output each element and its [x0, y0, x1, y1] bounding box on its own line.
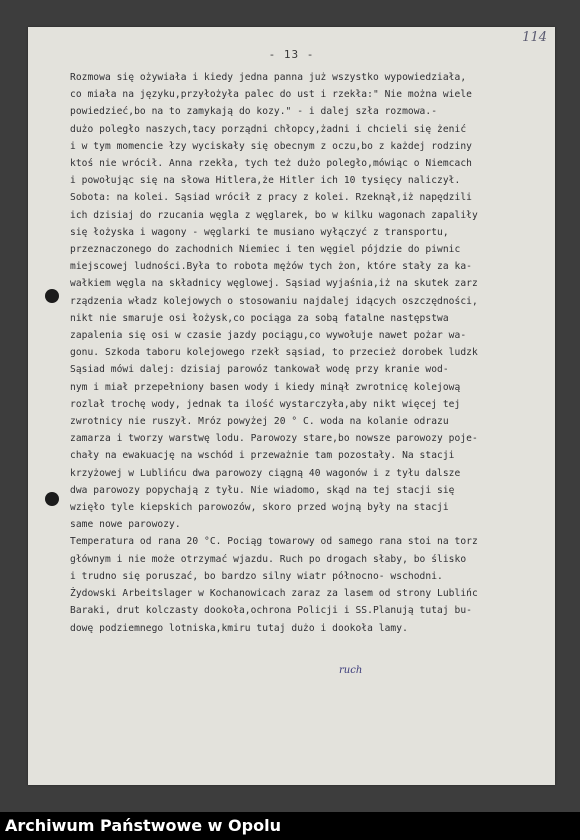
text-line: i trudno się poruszać, bo bardzo silny wiatr północno- wschodni.	[70, 570, 443, 582]
text-line: ich dzisiaj do rzucania węgla z węglarek, bo w kilku wagonach zapaliły	[70, 209, 478, 221]
text-line: dużo poległo naszych,tacy porządni chłopcy,żadni i chcieli się żenić	[70, 123, 467, 135]
text-line: Temperatura od rana 20 °C. Pociąg towarowy od samego rana stoi na torz	[70, 536, 478, 548]
text-line: Rozmowa się ożywiała i kiedy jedna panna już wszystko wypowiedziała,	[70, 72, 467, 83]
text-line: wzięło tyle kiepskich parowozów, skoro przed wojną były na stacji	[70, 502, 449, 514]
text-line: przeznaczonego do zachodnich Niemiec i ten węgiel pójdzie do piwnic	[70, 244, 461, 256]
text-line: się łożyska i wagony - węglarki te musiano wyłączyć z transportu,	[70, 226, 449, 238]
text-line: głównym i nie może otrzymać wjazdu. Ruch po drogach słaby, bo ślisko	[70, 553, 467, 565]
text-line: rządzenia władz kolejowych o stosowaniu najdalej idących oszczędności,	[70, 295, 478, 307]
text-line: zapalenia się osi w czasie jazdy pociągu,co wywołuje nawet pożar wa-	[70, 330, 467, 342]
document-page	[28, 27, 555, 785]
text-line: powiedzieć,bo na to zamykają do kozy." - i dalej szła rozmowa.-	[70, 106, 438, 118]
text-line: krzyżowej w Lublińcu dwa parowozy ciągną 40 wagonów i z tyłu dalsze	[70, 467, 461, 479]
text-line: Żydowski Arbeitslager w Kochanowicach zaraz za lasem od strony Lublińc	[70, 588, 478, 600]
archive-name: Archiwum Państwowe w Opolu	[5, 816, 281, 835]
text-line: dwa parowozy popychają z tyłu. Nie wiadomo, skąd na tej stacji się	[70, 484, 455, 496]
punch-hole-bottom	[45, 492, 59, 506]
text-line: ktoś nie wrócił. Anna rzekła, tych też dużo poległo,mówiąc o Niemcach	[70, 158, 472, 170]
typewritten-text	[70, 69, 550, 637]
text-line: rozlał trochę wody, jednak ta ilość wystarczyła,aby nikt więcej tej	[70, 398, 461, 410]
archive-footer-bar	[0, 812, 580, 840]
text-line: zwrotnicy nie ruszył. Mróz powyżej 20 ° C. woda na kolanie odrazu	[70, 416, 449, 428]
text-line: i powołując się na słowa Hitlera,że Hitler ich 10 tysięcy naliczył.	[70, 175, 461, 187]
handwritten-note: ruch	[339, 665, 363, 676]
text-line: wałkiem węgla na składnicy węglowej. Sąsiad wyjaśnia,iż na skutek zarz	[70, 278, 478, 290]
text-line: co miała na języku,przyłożyła palec do ust i rzekła:" Nie można wiele	[70, 89, 472, 101]
text-line: miejscowej ludności.Była to robota mężów tych żon, które stały za ka-	[70, 261, 472, 273]
punch-hole-top	[45, 289, 59, 303]
text-line: gonu. Szkoda taboru kolejowego rzekł sąsiad, to przecież dorobek ludzk	[70, 347, 478, 359]
text-line: same nowe parowozy.	[70, 519, 181, 531]
text-line: dowę podziemnego lotniska,kmiru tutaj dużo i dookoła lamy.	[70, 622, 408, 634]
text-line: nikt nie smaruje osi łożysk,co pociąga za sobą fatalne następstwa	[70, 312, 449, 324]
text-line: Baraki, drut kolczasty dookoła,ochrona Policji i SS.Planują tutaj bu-	[70, 605, 472, 617]
archive-page-mark: 114	[522, 30, 547, 45]
text-line: Sąsiad mówi dalej: dzisiaj parowóz tankował wodę przy kranie wod-	[70, 364, 449, 376]
text-line: i w tym momencie łzy wyciskały się obecnym z oczu,bo z każdej rodziny	[70, 140, 472, 152]
text-line: Sobota: na kolei. Sąsiad wrócił z pracy z kolei. Rzeknął,iż napędzili	[70, 192, 472, 204]
text-line: zamarza i tworzy warstwę lodu. Parowozy stare,bo nowsze parowozy poje-	[70, 433, 478, 445]
text-line: nym i miał przepełniony basen wody i kiedy minął zwrotnicę kolejową	[70, 381, 461, 393]
page-number: - 13 -	[268, 48, 315, 61]
text-line: chały na ewakuację na wschód i przeważnie tam pozostały. Na stacji	[70, 450, 455, 462]
